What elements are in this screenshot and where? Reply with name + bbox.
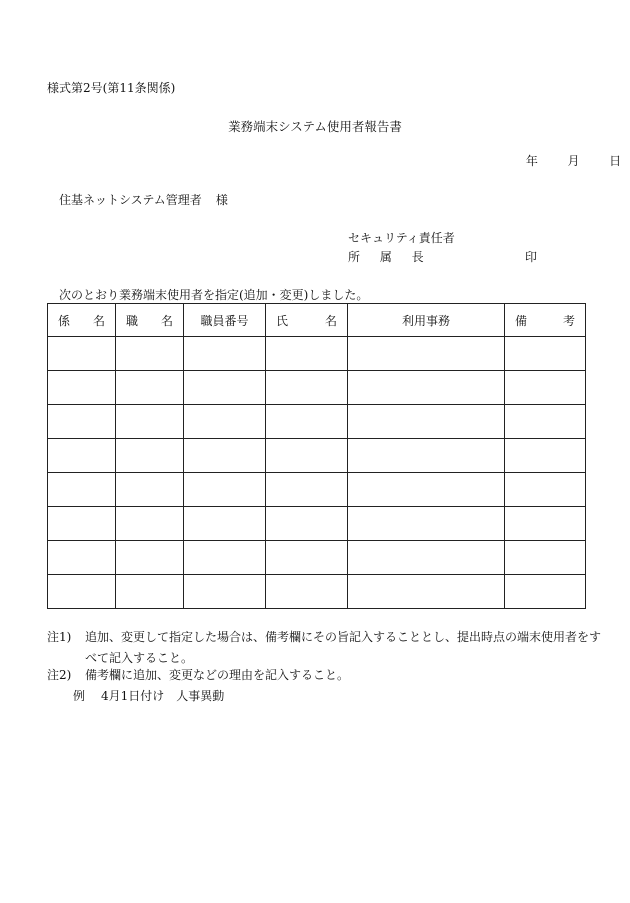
cell-work-usage[interactable] — [348, 575, 505, 609]
header-section-name: 係 名 — [48, 304, 116, 337]
user-table — [47, 303, 586, 609]
day-label: 日 — [609, 154, 622, 168]
cell-employee-number[interactable] — [184, 371, 266, 405]
cell-section-name[interactable] — [48, 337, 116, 371]
example-label: 例 — [73, 689, 86, 703]
head-label-text: 所 属 長 — [348, 250, 432, 264]
cell-job-title[interactable] — [116, 575, 184, 609]
cell-section-name[interactable] — [48, 473, 116, 507]
note-2-label: 注2) — [47, 668, 72, 682]
intro-text: 次のとおり業務端末使用者を指定(追加・変更)しました。 — [59, 288, 369, 302]
table-row — [48, 541, 586, 575]
cell-employee-number[interactable] — [184, 337, 266, 371]
date-line — [500, 155, 621, 167]
header-employee-number: 職員番号 — [184, 304, 266, 337]
cell-employee-number[interactable] — [184, 439, 266, 473]
table-row — [48, 575, 586, 609]
table-row — [48, 507, 586, 541]
cell-full-name[interactable] — [266, 541, 348, 575]
table-row — [48, 405, 586, 439]
document-title: 業務端末システム使用者報告書 — [228, 119, 402, 134]
cell-job-title[interactable] — [116, 439, 184, 473]
cell-remarks[interactable] — [505, 541, 586, 575]
header-job-title: 職 名 — [116, 304, 184, 337]
cell-remarks[interactable] — [505, 439, 586, 473]
table-row — [48, 473, 586, 507]
cell-work-usage[interactable] — [348, 541, 505, 575]
header-full-name: 氏 名 — [266, 304, 348, 337]
cell-full-name[interactable] — [266, 507, 348, 541]
cell-employee-number[interactable] — [184, 541, 266, 575]
example-reason: 人事異動 — [176, 689, 225, 703]
note-1-text: 追加、変更して指定した場合は、備考欄にその旨記入することとし、提出時点の端末使用者をす — [85, 630, 602, 644]
cell-remarks[interactable] — [505, 507, 586, 541]
cell-work-usage[interactable] — [348, 473, 505, 507]
note-1-label: 注1) — [47, 630, 72, 644]
cell-work-usage[interactable] — [348, 439, 505, 473]
cell-section-name[interactable] — [48, 507, 116, 541]
table-row — [48, 371, 586, 405]
header-work-usage: 利用事務 — [348, 304, 505, 337]
addressee-honorific: 様 — [215, 193, 228, 207]
note-2 — [47, 669, 349, 681]
cell-full-name[interactable] — [266, 575, 348, 609]
seal-label: 印 — [525, 250, 538, 264]
cell-work-usage[interactable] — [348, 337, 505, 371]
cell-section-name[interactable] — [48, 541, 116, 575]
cell-work-usage[interactable] — [348, 371, 505, 405]
addressee — [59, 194, 228, 206]
cell-job-title[interactable] — [116, 473, 184, 507]
cell-job-title[interactable] — [116, 405, 184, 439]
cell-section-name[interactable] — [48, 371, 116, 405]
table-row — [48, 439, 586, 473]
cell-remarks[interactable] — [505, 337, 586, 371]
cell-job-title[interactable] — [116, 507, 184, 541]
cell-remarks[interactable] — [505, 405, 586, 439]
addressee-name: 住基ネットシステム管理者 — [59, 193, 202, 207]
cell-remarks[interactable] — [505, 371, 586, 405]
cell-job-title[interactable] — [116, 371, 184, 405]
cell-full-name[interactable] — [266, 473, 348, 507]
sender-head-label — [348, 251, 432, 263]
example-line — [73, 690, 224, 702]
cell-section-name[interactable] — [48, 439, 116, 473]
year-label: 年 — [525, 154, 538, 168]
cell-employee-number[interactable] — [184, 507, 266, 541]
note-2-text: 備考欄に追加、変更などの理由を記入すること。 — [85, 668, 350, 682]
table-body — [48, 337, 586, 609]
cell-work-usage[interactable] — [348, 507, 505, 541]
month-label: 月 — [567, 154, 580, 168]
cell-employee-number[interactable] — [184, 405, 266, 439]
cell-full-name[interactable] — [266, 439, 348, 473]
example-date: 4月1日付け — [101, 689, 165, 703]
sender-title: セキュリティ責任者 — [348, 231, 455, 245]
cell-remarks[interactable] — [505, 473, 586, 507]
note-1-continuation: べて記入すること。 — [85, 651, 194, 665]
cell-remarks[interactable] — [505, 575, 586, 609]
table-header-row — [48, 304, 586, 337]
cell-employee-number[interactable] — [184, 473, 266, 507]
cell-job-title[interactable] — [116, 337, 184, 371]
form-number: 様式第2号(第11条関係) — [47, 81, 176, 95]
cell-work-usage[interactable] — [348, 405, 505, 439]
cell-full-name[interactable] — [266, 337, 348, 371]
cell-full-name[interactable] — [266, 371, 348, 405]
cell-section-name[interactable] — [48, 405, 116, 439]
cell-employee-number[interactable] — [184, 575, 266, 609]
table-row — [48, 337, 586, 371]
cell-section-name[interactable] — [48, 575, 116, 609]
cell-full-name[interactable] — [266, 405, 348, 439]
header-remarks: 備 考 — [505, 304, 586, 337]
note-1 — [47, 631, 601, 643]
cell-job-title[interactable] — [116, 541, 184, 575]
